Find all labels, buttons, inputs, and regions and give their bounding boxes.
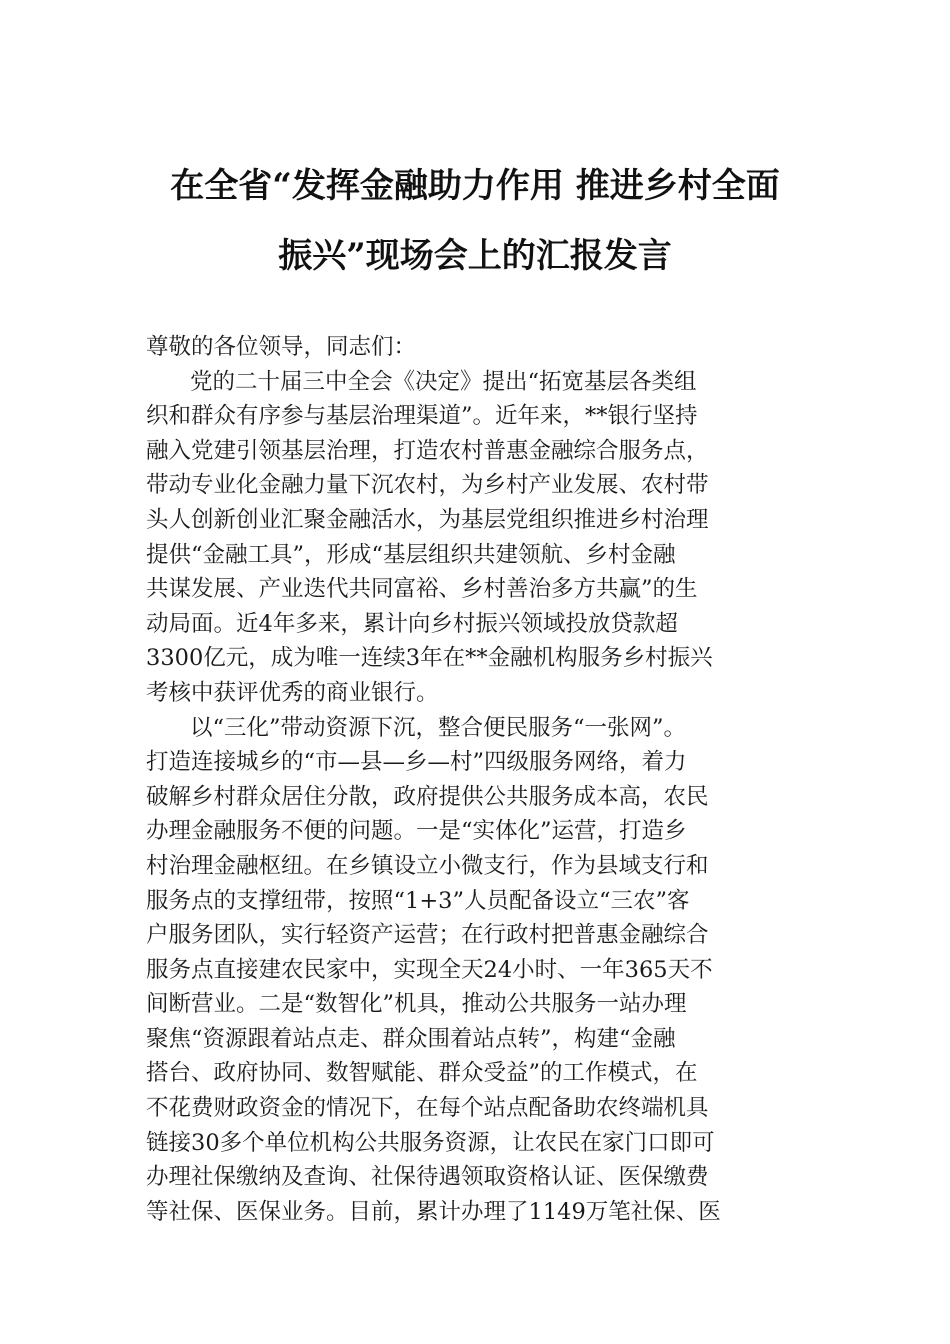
body-line: 动局面。近4年多来，累计向乡村振兴领域投放贷款超: [146, 610, 678, 637]
body-line: 打造连接城乡的“市—县—乡—村”四级服务网络，着力: [146, 749, 687, 776]
body-line: 融入党建引领基层治理，打造农村普惠金融综合服务点，: [146, 437, 709, 464]
body-line: 服务点直接建农民家中，实现全天24小时、一年365天不: [146, 956, 713, 983]
body-line: 尊敬的各位领导，同志们：: [146, 334, 417, 360]
body-line: 党的二十届三中全会《决定》提出“拓宽基层各类组: [190, 368, 697, 395]
body-line: 等社保、医保业务。目前，累计办理了1149万笔社保、医: [146, 1198, 721, 1225]
body-line: 链接30多个单位机构公共服务资源，让农民在家门口即可: [146, 1129, 715, 1156]
document-body: [146, 330, 826, 1229]
body-line: 搭台、政府协同、数智赋能、群众受益”的工作模式，在: [146, 1060, 698, 1087]
document-title-line-1: 在全省“发挥金融助力作用 推进乡村全面: [170, 166, 780, 206]
body-line: 头人创新创业汇聚金融活水，为基层党组织推进乡村治理: [146, 506, 709, 533]
body-line: 间断营业。二是“数智化”机具，推动公共服务一站办理: [146, 991, 687, 1018]
body-line: 办理社保缴纳及查询、社保待遇领取资格认证、医保缴费: [146, 1164, 709, 1191]
body-line: 聚焦“资源跟着站点走、群众围着站点转”，构建“金融: [146, 1025, 676, 1052]
body-line: 以“三化”带动资源下沉，整合便民服务“一张网”。: [190, 714, 687, 741]
body-line: 共谋发展、产业迭代共同富裕、乡村善治多方共赢”的生: [146, 576, 698, 603]
body-line: 办理金融服务不便的问题。一是“实体化”运营，打造乡: [146, 818, 687, 845]
body-line: 村治理金融枢纽。在乡镇设立小微支行，作为县域支行和: [146, 852, 709, 879]
body-line: 提供“金融工具”，形成“基层组织共建领航、乡村金融: [146, 541, 676, 568]
body-line: 破解乡村群众居住分散，政府提供公共服务成本高，农民: [146, 783, 709, 810]
body-line: 考核中获评优秀的商业银行。: [146, 679, 439, 706]
body-line: 3300亿元，成为唯一连续3年在**金融机构服务乡村振兴: [146, 645, 713, 672]
document-title-line-2: 振兴”现场会上的汇报发言: [278, 236, 672, 276]
body-line: 服务点的支撑纽带，按照“1+3”人员配备设立“三农”客: [146, 887, 690, 914]
body-line: 织和群众有序参与基层治理渠道”。近年来，**银行坚持: [146, 403, 698, 430]
body-line: 带动专业化金融力量下沉农村，为乡村产业发展、农村带: [146, 472, 709, 499]
body-line: 不花费财政资金的情况下，在每个站点配备助农终端机具: [146, 1095, 709, 1122]
body-line: 户服务团队，实行轻资产运营；在行政村把普惠金融综合: [146, 922, 709, 949]
